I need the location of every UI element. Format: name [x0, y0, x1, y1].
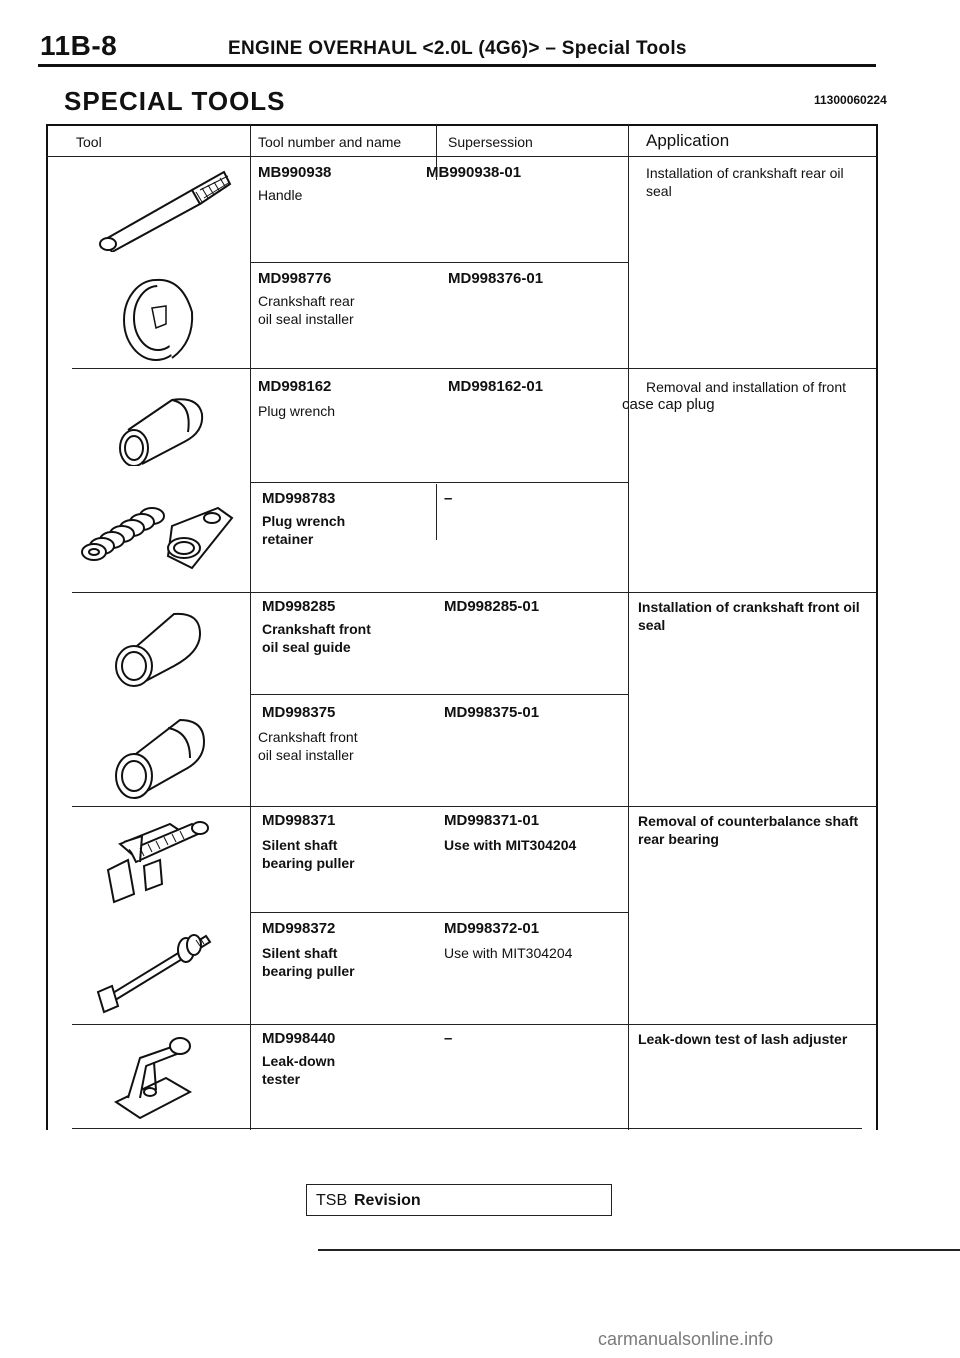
- application-text: rear bearing: [638, 831, 719, 847]
- row-divider: [72, 806, 876, 807]
- application-text: Removal of counterbalance shaft: [638, 813, 859, 829]
- supersession-value: MD998372-01: [444, 920, 540, 937]
- supersession-note: Use with MIT304204: [444, 945, 573, 961]
- header-supersession: Supersession: [448, 134, 533, 150]
- application-text: seal: [638, 617, 666, 633]
- tool-number: MB990938: [258, 164, 332, 181]
- header-tool: Tool: [76, 134, 102, 150]
- application-text: Installation of crankshaft front oil: [638, 599, 860, 615]
- tool-number: MD998375: [262, 704, 336, 721]
- tsb-label: TSB: [316, 1192, 348, 1209]
- bearing-puller-icon: [100, 814, 214, 904]
- tool-number: MD998285: [262, 598, 336, 615]
- row-divider: [72, 368, 876, 369]
- revision-label: Revision: [354, 1192, 421, 1209]
- table-right-border: [876, 124, 878, 1130]
- tool-name: oil seal guide: [262, 639, 351, 655]
- header-application: Application: [646, 131, 730, 150]
- page-title: SPECIAL TOOLS: [64, 86, 286, 116]
- tool-number: MD998783: [262, 490, 336, 507]
- tsb-revision-box: [306, 1184, 612, 1216]
- tool-name: Crankshaft rear: [258, 293, 355, 309]
- tool-number: MD998776: [258, 270, 332, 287]
- tool-name: Handle: [258, 187, 303, 203]
- supersession-value: MB990938-01: [426, 164, 522, 181]
- tool-number: MD998440: [262, 1030, 336, 1047]
- tool-name: Crankshaft front: [262, 621, 371, 637]
- document-id: 11300060224: [814, 93, 887, 107]
- table-bottom-rule: [72, 1128, 862, 1129]
- handle-tool-icon: [96, 166, 232, 252]
- table-left-border: [46, 124, 48, 1130]
- tool-name: Plug wrench: [258, 403, 336, 419]
- supersession-value: MD998376-01: [448, 270, 544, 287]
- header-rule: [38, 64, 876, 67]
- header-title: ENGINE OVERHAUL <2.0L (4G6)> – Special Tools: [228, 38, 687, 59]
- front-seal-installer-icon: [108, 708, 212, 800]
- header-tool-number-name: Tool number and name: [258, 134, 402, 150]
- application-text: Leak-down test of lash adjuster: [638, 1031, 848, 1047]
- application-text: seal: [646, 183, 672, 199]
- tool-name: bearing puller: [262, 963, 355, 979]
- row-divider: [72, 1024, 876, 1025]
- tool-name: oil seal installer: [258, 311, 354, 327]
- tool-name: Crankshaft front: [258, 729, 358, 745]
- supersession-value: –: [444, 1030, 453, 1047]
- tool-number: MD998162: [258, 378, 332, 395]
- tool-name: oil seal installer: [258, 747, 354, 763]
- application-text: Removal and installation of front: [646, 379, 846, 395]
- table-top-border: [46, 124, 876, 126]
- watermark: carmanualsonline.info: [598, 1329, 774, 1349]
- wrench-retainer-icon: [72, 496, 242, 580]
- row-divider: [250, 262, 628, 263]
- column-divider: [250, 124, 251, 1130]
- supersession-value: MD998375-01: [444, 704, 540, 721]
- row-divider: [250, 694, 628, 695]
- application-text: Installation of crankshaft rear oil: [646, 165, 844, 181]
- supersession-value: –: [444, 490, 453, 507]
- supersession-value: MD998285-01: [444, 598, 540, 615]
- tool-name: tester: [262, 1071, 301, 1087]
- supersession-note: Use with MIT304204: [444, 837, 577, 853]
- seal-guide-icon: [108, 604, 208, 688]
- tool-name: Leak-down: [262, 1053, 336, 1069]
- plug-wrench-icon: [112, 386, 212, 466]
- tool-name: Silent shaft: [262, 837, 338, 853]
- row-divider: [72, 592, 876, 593]
- row-divider: [250, 912, 628, 913]
- application-text: case cap plug: [622, 396, 715, 413]
- header-row-line: [46, 156, 876, 157]
- leak-down-tester-icon: [110, 1030, 204, 1120]
- supersession-value: MD998371-01: [444, 812, 540, 829]
- row-divider: [250, 482, 628, 483]
- footer-rule: [318, 1249, 960, 1251]
- tool-name: retainer: [262, 531, 314, 547]
- tool-number: MD998372: [262, 920, 336, 937]
- section-code: 11B-8: [40, 30, 118, 61]
- seal-installer-icon: [112, 272, 208, 364]
- column-divider: [436, 484, 437, 540]
- column-divider: [628, 124, 629, 1130]
- tool-number: MD998371: [262, 812, 336, 829]
- supersession-value: MD998162-01: [448, 378, 544, 395]
- tool-name: bearing puller: [262, 855, 355, 871]
- bearing-puller-bolt-icon: [94, 926, 218, 1014]
- tool-name: Silent shaft: [262, 945, 338, 961]
- tool-name: Plug wrench: [262, 513, 346, 529]
